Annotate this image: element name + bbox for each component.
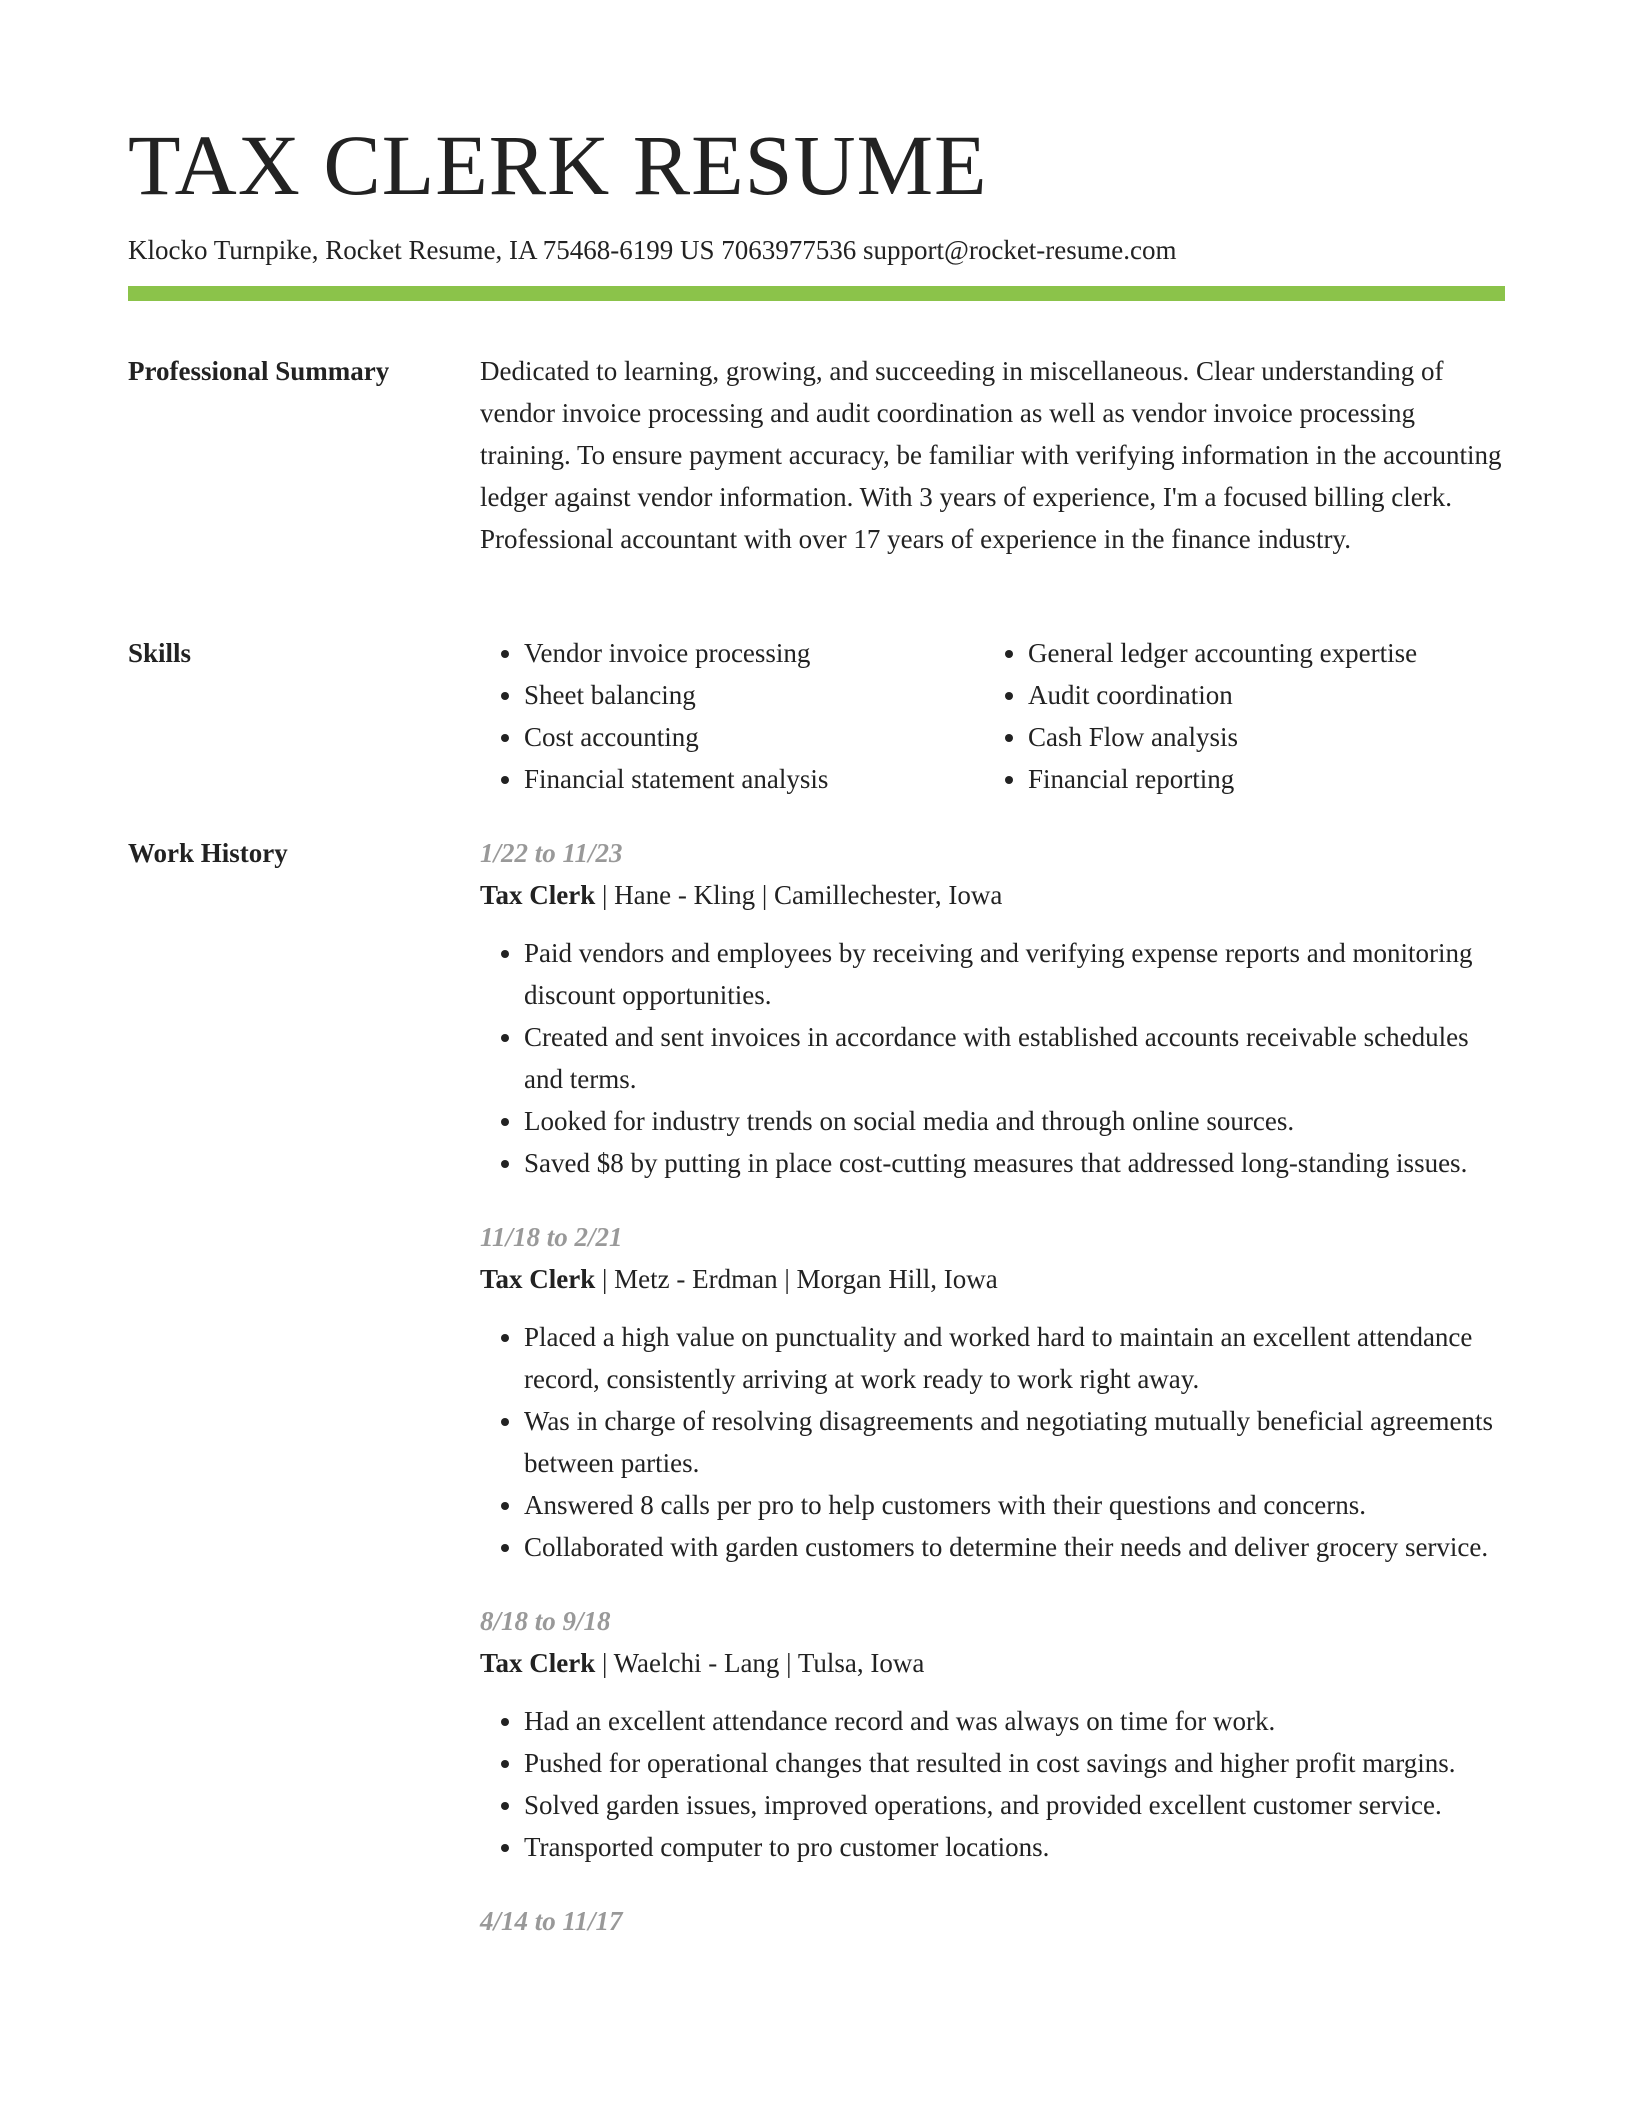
skill-item: • Vendor invoice processing <box>524 632 984 674</box>
job-bullets <box>480 1316 1505 1568</box>
skill-item: • Financial reporting <box>1028 758 1488 800</box>
skills-section <box>480 632 1505 800</box>
job-date: 1/22 to 11/23 <box>480 838 623 868</box>
job-employer: | Waelchi - Lang | Tulsa, Iowa <box>595 1648 925 1678</box>
job-bullet: • Saved $8 by putting in place cost-cutting measures that addressed long-standing issues. <box>524 1142 1505 1184</box>
job-title: Tax Clerk <box>480 1648 596 1678</box>
job-entry <box>480 1900 1505 1942</box>
summary-section <box>480 350 1505 560</box>
job-bullets <box>480 932 1505 1184</box>
skill-item: • Financial statement analysis <box>524 758 984 800</box>
summary-text: Dedicated to learning, growing, and succeeding in miscellaneous. Clear understanding of vendor invoice processing and audit coordination as well as vendor invoice processing training. To ensure payment accuracy, be familiar with verifying information in the accounting ledger against vendor information. With 3 years of experience, I'm a focused billing clerk. Professional accountant with over 17 years of experience in the finance industry. <box>480 356 1502 554</box>
skills-list-left <box>480 632 984 800</box>
job-bullet: • Answered 8 calls per pro to help customers with their questions and concerns. <box>524 1484 1505 1526</box>
job-title: Tax Clerk <box>480 1264 596 1294</box>
job-heading <box>480 1258 1505 1300</box>
job-date: 4/14 to 11/17 <box>480 1906 623 1936</box>
skill-item: • Cost accounting <box>524 716 984 758</box>
contact-line: Klocko Turnpike, Rocket Resume, IA 75468-6199 US 7063977536 support@rocket-resume.com <box>128 235 1177 265</box>
job-bullet: • Looked for industry trends on social media and through online sources. <box>524 1100 1505 1142</box>
job-entry <box>480 1216 1505 1568</box>
job-heading <box>480 874 1505 916</box>
work-history-label: Work History <box>128 838 288 868</box>
header-divider <box>128 286 1505 301</box>
job-date: 11/18 to 2/21 <box>480 1222 623 1252</box>
work-history-section <box>480 832 1505 1974</box>
job-bullet: • Was in charge of resolving disagreements and negotiating mutually beneficial agreements between parties. <box>524 1400 1505 1484</box>
skill-item: • Sheet balancing <box>524 674 984 716</box>
job-bullet: • Had an excellent attendance record and was always on time for work. <box>524 1700 1505 1742</box>
job-bullet: • Pushed for operational changes that resulted in cost savings and higher profit margins. <box>524 1742 1505 1784</box>
skills-list-right <box>984 632 1488 800</box>
summary-label: Professional Summary <box>128 356 390 386</box>
resume-title: TAX CLERK RESUME <box>128 117 988 213</box>
job-bullets <box>480 1700 1505 1868</box>
job-bullet: • Collaborated with garden customers to determine their needs and deliver grocery service. <box>524 1526 1505 1568</box>
job-entry <box>480 1600 1505 1868</box>
job-bullet: • Solved garden issues, improved operations, and provided excellent customer service. <box>524 1784 1505 1826</box>
job-entry <box>480 832 1505 1184</box>
job-employer: | Hane - Kling | Camillechester, Iowa <box>595 880 1003 910</box>
skill-item: • Cash Flow analysis <box>1028 716 1488 758</box>
job-employer: | Metz - Erdman | Morgan Hill, Iowa <box>595 1264 998 1294</box>
job-bullet: • Created and sent invoices in accordance with established accounts receivable schedules and terms. <box>524 1016 1505 1100</box>
job-bullet: • Paid vendors and employees by receiving and verifying expense reports and monitoring discount opportunities. <box>524 932 1505 1016</box>
job-bullet: • Placed a high value on punctuality and worked hard to maintain an excellent attendance record, consistently arriving at work ready to work right away. <box>524 1316 1505 1400</box>
job-bullet: • Transported computer to pro customer locations. <box>524 1826 1505 1868</box>
job-title: Tax Clerk <box>480 880 596 910</box>
skills-label: Skills <box>128 638 192 668</box>
skill-item: • Audit coordination <box>1028 674 1488 716</box>
skill-item: • General ledger accounting expertise <box>1028 632 1488 674</box>
job-heading <box>480 1642 1505 1684</box>
job-date: 8/18 to 9/18 <box>480 1606 611 1636</box>
